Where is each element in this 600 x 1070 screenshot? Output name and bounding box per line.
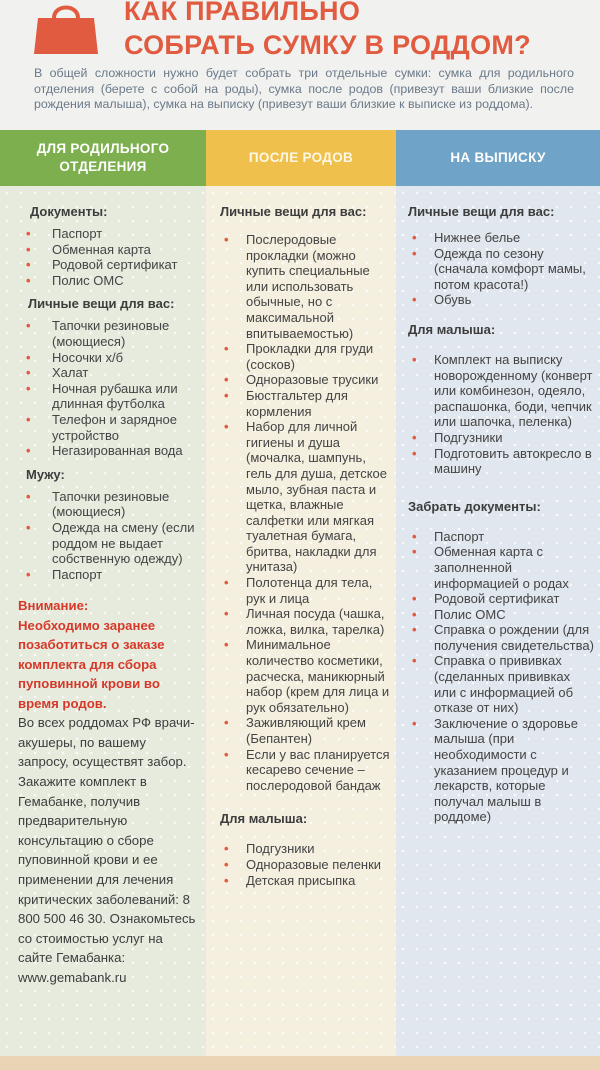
bullet-icon: • <box>26 365 31 381</box>
list-item: • Послеродовые прокладки (можно купить специальные или использовать обычные, но с максимальной впитываемостью) <box>224 232 370 341</box>
section-title: Документы: <box>30 204 108 219</box>
list-item: • Обувь <box>412 292 472 308</box>
item-list <box>408 529 594 825</box>
list-item: • Комплект на выписку новорожденному (конверт или комбинезон, одеяло, распашонка, боди, чепчик или шапочка, пеленка) <box>412 351 593 430</box>
bullet-icon: • <box>412 245 417 261</box>
list-item: • Тапочки резиновые (моющиеся) <box>26 488 170 520</box>
list-item: • Полис ОМС <box>412 606 506 622</box>
bullet-icon: • <box>412 715 417 731</box>
list-item: • Заживляющий крем (Бепантен) <box>224 715 366 746</box>
list-item: • Минимальное количество косметики, расческа, маникюрный набор (крем для лица и рук обязательно) <box>224 637 390 715</box>
title-line-1: КАК ПРАВИЛЬНО <box>124 0 361 26</box>
list-item: • Полис ОМС <box>26 272 124 288</box>
bullet-icon: • <box>26 566 31 582</box>
list-item: • Паспорт <box>26 226 103 241</box>
bullet-icon: • <box>412 606 417 622</box>
bullet-icon: • <box>224 841 229 857</box>
list-item: • Обменная карта с заполненной информацией о родах <box>412 544 569 591</box>
title-line-2: СОБРАТЬ СУМКУ В РОДДОМ? <box>124 30 531 60</box>
bag-icon <box>34 0 98 54</box>
list-item: • Халат <box>26 365 89 381</box>
header <box>0 0 600 130</box>
list-item: • Подгузники <box>412 429 503 445</box>
bullet-icon: • <box>412 591 417 607</box>
list-item: • Если у вас планируется кесарево сечение – послеродовой бандаж <box>224 746 390 793</box>
list-item: • Ночная рубашка или длинная футболка <box>26 380 178 412</box>
column-header-after-birth: ПОСЛЕ РОДОВ <box>206 130 396 186</box>
bullet-icon: • <box>412 445 417 461</box>
list-item: • Тапочки резиновые (моющиеся) <box>26 318 170 349</box>
bullet-icon: • <box>26 318 31 334</box>
bullet-icon: • <box>224 341 229 357</box>
list-item: • Родовой сертификат <box>412 591 560 607</box>
item-list <box>220 841 390 888</box>
bullet-icon: • <box>224 856 229 872</box>
section-title: Мужу: <box>26 466 65 482</box>
bullet-icon: • <box>26 226 31 241</box>
list-item: • Личная посуда (чашка, ложка, вилка, тарелка) <box>224 606 385 637</box>
bullet-icon: • <box>224 872 229 888</box>
intro-text: В общей сложности нужно будет собрать три отдельные сумки: сумка для родильного отделения (берете с собой на роды), сумка после родов (привезут ваши близкие после рождения малыша), сумка на выписку (привезут ваши близкие к выписке из роддома). <box>34 66 574 111</box>
item-list <box>28 318 198 458</box>
section-title: Забрать документы: <box>408 498 541 514</box>
list-item: • Полотенца для тела, рук и лица <box>224 575 373 606</box>
bullet-icon: • <box>224 637 229 653</box>
list-item: • Родовой сертификат <box>26 257 178 273</box>
section-title: Для малыша: <box>408 321 496 337</box>
list-item: • Прокладки для груди (сосков) <box>224 341 374 372</box>
bullet-icon: • <box>224 387 229 403</box>
column-header-discharge: НА ВЫПИСКУ <box>396 130 600 186</box>
list-item: • Подгузники <box>224 841 315 857</box>
section-title: Для малыша: <box>220 811 308 827</box>
bullet-icon: • <box>412 292 417 308</box>
item-list <box>408 352 594 477</box>
column-header-delivery: ДЛЯ РОДИЛЬНОГО ОТДЕЛЕНИЯ <box>0 130 206 186</box>
warning-text: Необходимо заранее позаботиться о заказе комплекта для сбора пуповинной крови во время родов. <box>18 617 165 711</box>
bullet-icon: • <box>224 746 229 762</box>
bullet-icon: • <box>224 419 229 435</box>
info-text: Во всех роддомах РФ врачи-акушеры, по вашему запросу, осуществят забор. Закажите комплект в Гемабанке, получив предварительную консультацию о сборе пуповинной крови и ее применении для лечения критических заболеваний: 8 800 500 46 30. Ознакомьтесь со стоимостью услуг на сайте Гемабанка: www.gemabank.ru <box>18 715 196 985</box>
list-item: • Одноразовые трусики <box>224 372 379 388</box>
bullet-icon: • <box>412 544 417 560</box>
bullet-icon: • <box>26 488 31 504</box>
list-item: • Паспорт <box>26 566 103 582</box>
item-list <box>220 232 390 793</box>
list-item: • Обменная карта <box>26 241 151 257</box>
section-title: Личные вещи для вас: <box>220 204 367 219</box>
item-list <box>28 226 198 288</box>
column-delivery <box>0 186 206 1070</box>
section-title: Личные вещи для вас: <box>28 296 175 312</box>
list-item: • Одежда по сезону (сначала комфорт мамы, потом красота!) <box>412 245 586 292</box>
bullet-icon: • <box>224 372 229 388</box>
list-item: • Подготовить автокресло в машину <box>412 445 592 477</box>
list-item: • Негазированная вода <box>26 443 183 459</box>
section-title: Личные вещи для вас: <box>408 204 555 219</box>
list-item: • Нижнее белье <box>412 230 521 245</box>
bullet-icon: • <box>26 519 31 535</box>
bullet-icon: • <box>26 241 31 257</box>
bullet-icon: • <box>26 349 31 365</box>
bullet-icon: • <box>412 653 417 669</box>
card-bottom-edge <box>0 1056 600 1070</box>
list-item: • Носочки х/б <box>26 349 124 365</box>
bullet-icon: • <box>412 622 417 638</box>
bullet-icon: • <box>26 272 31 288</box>
list-item: • Набор для личной гигиены и душа (мочалка, шампунь, гель для душа, детское мыло, зубная паста и щетка, влажные салфетки или мягкая туалетная бумага, бритва, накладки для унитаза) <box>224 419 388 575</box>
list-item: • Детская присыпка <box>224 872 356 888</box>
bullet-icon: • <box>224 575 229 591</box>
list-item: • Телефон и зарядное устройство <box>26 411 177 443</box>
column-after-birth <box>206 186 396 1070</box>
list-item: • Паспорт <box>412 528 485 544</box>
bullet-icon: • <box>412 230 417 245</box>
list-item: • Заключение о здоровье малыша (при необходимости с указанием процедур и лекарств, которые получал малыш в роддоме) <box>412 715 578 825</box>
bullet-icon: • <box>26 380 31 396</box>
list-item: • Справка о рождении (для получения свидетельства) <box>412 622 594 653</box>
bullet-icon: • <box>224 606 229 622</box>
bullet-icon: • <box>26 411 31 427</box>
list-item: • Справка о прививках (сделанных прививках или с информацией об отказе от них) <box>412 653 574 716</box>
warning-title: Внимание: <box>18 598 89 614</box>
bullet-icon: • <box>26 257 31 273</box>
bullet-icon: • <box>224 715 229 731</box>
item-list <box>28 489 198 583</box>
bullet-icon: • <box>412 429 417 445</box>
page-title <box>124 0 594 62</box>
list-item: • Одежда на смену (если роддом не выдает собственную одежду) <box>26 519 195 567</box>
column-discharge <box>396 186 600 1070</box>
list-item: • Одноразовые пеленки <box>224 856 382 872</box>
list-item: • Бюстгальтер для кормления <box>224 387 348 419</box>
item-list <box>408 230 594 308</box>
bullet-icon: • <box>412 528 417 544</box>
bullet-icon: • <box>26 443 31 459</box>
bullet-icon: • <box>224 232 229 247</box>
bullet-icon: • <box>412 351 417 367</box>
